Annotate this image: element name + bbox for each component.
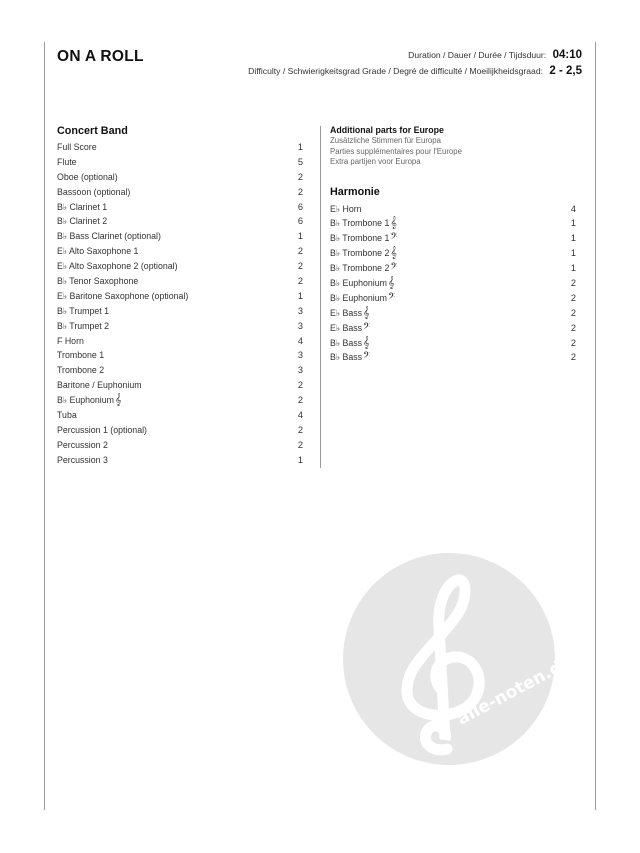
harmonie-row: [330, 246, 577, 261]
part-count: 1: [570, 248, 576, 259]
concert_band-row: [57, 304, 304, 319]
instrument-part: [57, 393, 121, 408]
concert_band-row: [57, 229, 304, 244]
harmonie-row: [330, 350, 577, 365]
instrument-part: [57, 259, 178, 274]
duration-line: [248, 47, 582, 63]
column-divider: [320, 126, 321, 468]
instrument-name: Tuba: [57, 410, 77, 421]
instrument-part: [57, 453, 108, 468]
bass-clef-icon: 𝄢: [387, 290, 396, 304]
part-count: 1: [297, 290, 303, 301]
instrument-name: Percussion 3: [57, 454, 108, 465]
part-count: 2: [570, 307, 576, 318]
instrument-name: Trombone 1: [57, 350, 105, 361]
instrument-part: [57, 363, 104, 378]
concert_band-row: [57, 363, 304, 378]
instrument-part: [57, 200, 107, 215]
additional-parts-title: Additional parts for Europe: [330, 125, 444, 135]
concert_band-row: [57, 140, 304, 155]
bass-clef-icon: 𝄢: [390, 231, 398, 245]
concert_band-row: [57, 274, 304, 289]
instrument-part: [330, 336, 370, 351]
difficulty-value: 2 - 2,5: [549, 65, 582, 77]
concert-band-section: [57, 122, 304, 468]
additional-parts-line-de: Zusätzliche Stimmen für Europa: [330, 136, 441, 145]
part-count: 2: [297, 261, 303, 272]
part-count: 2: [297, 246, 303, 257]
harmonie-row: [330, 291, 577, 306]
harmonie-row: [330, 261, 577, 276]
instrument-name: B♭ Tenor Saxophone: [57, 276, 139, 287]
instrument-name: B♭ Trombone 2: [330, 248, 390, 259]
part-count: 1: [297, 142, 303, 152]
part-count: 5: [297, 156, 303, 167]
part-count: 2: [297, 380, 303, 391]
instrument-part: [57, 348, 104, 363]
part-count: 2: [297, 276, 303, 287]
part-count: 2: [570, 322, 576, 333]
concert_band-row: [57, 319, 304, 334]
instrument-part: [330, 202, 362, 217]
instrument-name: E♭ Baritone Saxophone (optional): [57, 290, 189, 301]
harmonie-row: [330, 321, 577, 336]
treble-clef-icon: 𝄞: [390, 216, 397, 230]
part-count: 2: [570, 277, 576, 288]
instrument-name: B♭ Euphonium: [57, 395, 114, 406]
concert-band-list: [57, 140, 304, 468]
harmonie-list: [330, 202, 577, 366]
instrument-name: E♭ Alto Saxophone 2 (optional): [57, 261, 178, 272]
treble-clef-icon: 𝄞: [114, 393, 122, 407]
part-count: 2: [297, 171, 303, 182]
part-count: 2: [297, 424, 303, 435]
instrument-part: [330, 321, 370, 336]
concert_band-row: [57, 408, 304, 423]
part-count: 6: [297, 201, 303, 212]
bass-clef-icon: 𝄢: [363, 350, 371, 364]
concert_band-row: [57, 170, 304, 185]
instrument-part: [330, 246, 397, 261]
concert-band-title: Concert Band: [57, 125, 128, 137]
part-count: 3: [297, 365, 303, 376]
treble-clef-icon: 𝄞: [363, 305, 370, 319]
duration-value: 04:10: [552, 49, 582, 61]
difficulty-label: Difficulty / Schwierigkeitsgrad Grade / Degré de difficulté / Moeilijkheidsgraad:: [248, 66, 543, 76]
concert_band-row: [57, 453, 304, 468]
instrument-part: [57, 214, 107, 229]
concert_band-row: [57, 334, 304, 349]
instrument-name: E♭ Alto Saxophone 1: [57, 246, 139, 257]
instrument-name: B♭ Bass Clarinet (optional): [57, 231, 161, 242]
concert_band-row: [57, 214, 304, 229]
instrument-name: E♭ Bass: [330, 322, 363, 333]
part-count: 1: [297, 454, 303, 465]
instrument-name: F Horn: [57, 335, 84, 346]
part-count: 3: [297, 320, 303, 331]
bass-clef-icon: 𝄢: [390, 261, 398, 275]
instrument-name: B♭ Clarinet 1: [57, 201, 108, 212]
harmonie-row: [330, 202, 577, 217]
instrument-part: [57, 170, 118, 185]
part-count: 3: [297, 350, 303, 361]
instrument-part: [330, 350, 370, 365]
instrument-name: Percussion 2: [57, 439, 108, 450]
instrument-name: Trombone 2: [57, 365, 105, 376]
part-count: 1: [297, 231, 303, 242]
instrument-name: Oboe (optional): [57, 171, 118, 182]
treble-clef-icon: 𝄞: [363, 335, 370, 349]
instrument-part: [57, 334, 84, 349]
instrument-name: B♭ Trumpet 1: [57, 305, 110, 316]
watermark-text: alle-noten.de: [453, 651, 576, 730]
part-count: 2: [570, 352, 576, 363]
treble-clef-icon: 𝄞: [387, 275, 395, 289]
treble-clef-icon: 𝄞: [390, 246, 397, 260]
instrument-part: [57, 185, 130, 200]
harmonie-row: [330, 306, 577, 321]
bass-clef-icon: 𝄢: [363, 320, 371, 334]
concert_band-row: [57, 348, 304, 363]
instrument-name: B♭ Clarinet 2: [57, 216, 108, 227]
part-count: 2: [297, 439, 303, 450]
concert_band-row: [57, 378, 304, 393]
concert_band-row: [57, 289, 304, 304]
part-count: 1: [570, 233, 576, 244]
instrument-name: E♭ Bass: [330, 307, 363, 318]
watermark-logo: [343, 553, 576, 765]
additional-parts-line-nl: Extra partijen voor Europa: [330, 157, 421, 166]
instrument-part: [57, 304, 109, 319]
instrument-name: Bassoon (optional): [57, 186, 131, 197]
page-title: ON A ROLL: [57, 48, 144, 65]
instrument-part: [57, 423, 147, 438]
part-count: 4: [297, 335, 303, 346]
part-count: 2: [570, 337, 576, 348]
instrument-name: B♭ Trombone 2: [330, 263, 390, 274]
instrument-part: [57, 319, 109, 334]
harmonie-row: [330, 276, 577, 291]
part-count: 1: [570, 218, 576, 229]
instrument-part: [57, 155, 77, 170]
instrument-part: [57, 438, 108, 453]
instrument-name: B♭ Trombone 1: [330, 218, 390, 229]
concert_band-row: [57, 185, 304, 200]
instrument-name: E♭ Horn: [330, 203, 362, 214]
instrument-name: Full Score: [57, 142, 97, 152]
europe-section: [330, 125, 577, 365]
part-count: 4: [570, 203, 576, 214]
difficulty-line: [248, 63, 582, 79]
instrument-part: [330, 291, 395, 306]
instrument-part: [330, 276, 394, 291]
part-count: 2: [570, 292, 576, 303]
instrument-name: Flute: [57, 156, 77, 167]
part-count: 2: [297, 395, 303, 406]
concert_band-row: [57, 259, 304, 274]
instrument-name: Baritone / Euphonium: [57, 380, 142, 391]
instrument-name: B♭ Euphonium: [330, 292, 387, 303]
part-count: 4: [297, 410, 303, 421]
instrument-part: [330, 261, 397, 276]
additional-parts-line-fr: Parties supplémentaires pour l'Europe: [330, 146, 462, 156]
instrument-part: [57, 274, 138, 289]
instrument-name: Percussion 1 (optional): [57, 424, 147, 435]
instrument-part: [330, 231, 397, 246]
instrument-name: B♭ Bass: [330, 337, 363, 348]
instrument-part: [57, 229, 161, 244]
instrument-part: [57, 378, 142, 393]
part-count: 1: [570, 263, 576, 274]
piece-meta: [248, 47, 582, 79]
concert_band-row: [57, 438, 304, 453]
instrument-part: [330, 306, 370, 321]
instrument-part: [330, 216, 397, 231]
harmonie-row: [330, 216, 577, 231]
instrument-part: [57, 140, 97, 155]
instrument-name: B♭ Bass: [330, 352, 363, 363]
concert_band-row: [57, 155, 304, 170]
instrument-name: B♭ Trombone 1: [330, 233, 390, 244]
instrument-part: [57, 289, 188, 304]
page-border-left: [44, 42, 45, 810]
concert_band-row: [57, 393, 304, 408]
instrument-name: B♭ Euphonium: [330, 277, 387, 288]
harmonie-row: [330, 231, 577, 246]
instrument-part: [57, 244, 138, 259]
part-count: 6: [297, 216, 303, 227]
concert_band-row: [57, 423, 304, 438]
harmonie-title: Harmonie: [330, 185, 380, 198]
harmonie-row: [330, 336, 577, 351]
instrument-part: [57, 408, 77, 423]
concert_band-row: [57, 200, 304, 215]
part-count: 3: [297, 305, 303, 316]
page-border-right: [595, 42, 596, 810]
concert_band-row: [57, 244, 304, 259]
duration-label: Duration / Dauer / Durée / Tijdsduur:: [408, 50, 547, 60]
instrument-name: B♭ Trumpet 2: [57, 320, 110, 331]
part-count: 2: [297, 186, 303, 197]
